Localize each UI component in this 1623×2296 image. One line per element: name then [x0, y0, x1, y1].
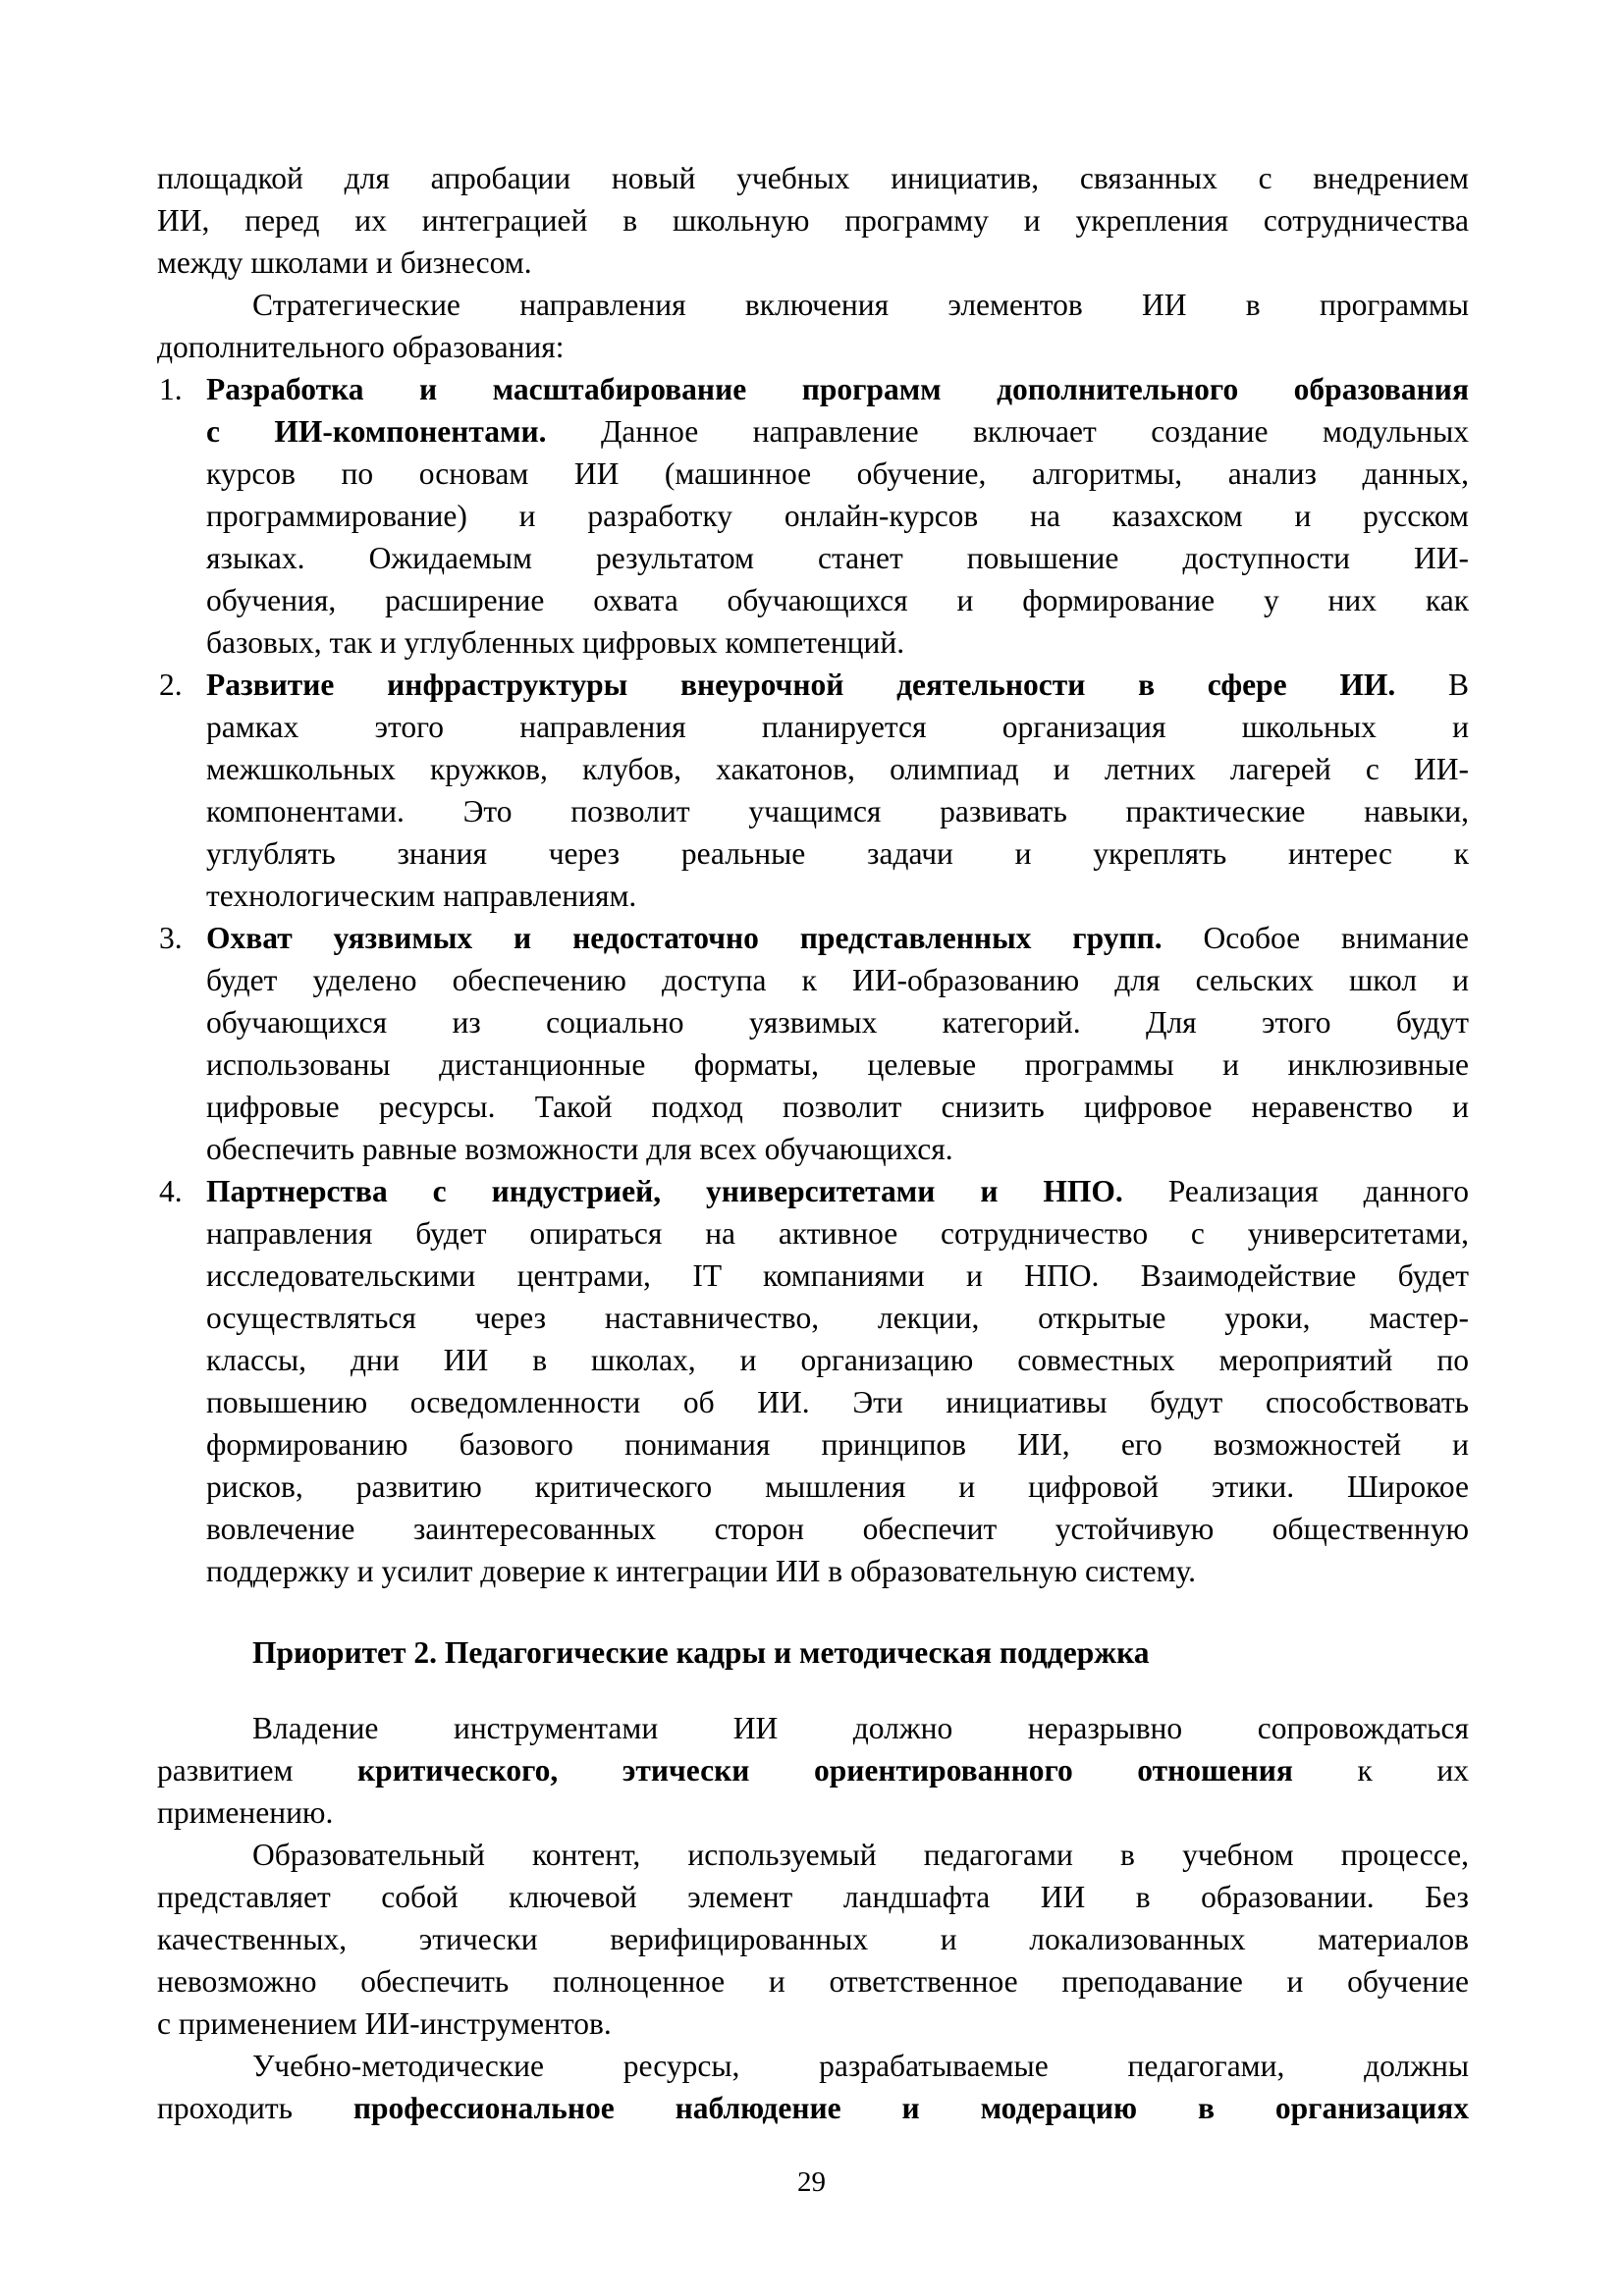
text-run: языках. Ожидаемым результатом станет повышение доступности ИИ-: [206, 541, 1469, 575]
text-line: [157, 453, 1469, 495]
paragraph: [157, 157, 1469, 284]
text-run: межшкольных кружков, клубов, хакатонов, олимпиад и летних лагерей с ИИ-: [206, 752, 1469, 786]
bold-text: профессиональное наблюдение и модерацию в организациях: [352, 2091, 1469, 2125]
text-run: Реализация данного: [1122, 1174, 1469, 1208]
text-line: [157, 1043, 1469, 1086]
text-line: [157, 157, 1469, 199]
text-line: [157, 1834, 1469, 1876]
paragraph: [157, 284, 1469, 368]
text-line: [157, 2045, 1469, 2087]
bold-text: с ИИ-компонентами.: [206, 414, 547, 449]
page-number: 29: [797, 2166, 826, 2198]
text-line: [157, 621, 1469, 664]
bold-text: Партнерства с индустрией, университетами и НПО.: [206, 1174, 1123, 1208]
text-run: с применением ИИ-инструментов.: [157, 2006, 612, 2041]
text-run: Образовательный контент, используемый педагогами в учебном процессе,: [252, 1838, 1469, 1872]
text-line: [157, 1749, 1469, 1791]
text-run: Стратегические направления включения элементов ИИ в программы: [252, 288, 1469, 322]
text-run: направления будет опираться на активное сотрудничество с университетами,: [206, 1216, 1469, 1251]
text-line: [157, 1170, 1469, 1212]
text-run: повышению осведомленности об ИИ. Эти инициативы будут способствовать: [206, 1385, 1469, 1419]
text-run: ИИ, перед их интеграцией в школьную программу и укрепления сотрудничества: [157, 203, 1469, 238]
text-run: программирование) и разработку онлайн-курсов на казахском и русском: [206, 499, 1469, 533]
text-line: [157, 1086, 1469, 1128]
text-run: цифровые ресурсы. Такой подход позволит снизить цифровое неравенство и: [206, 1090, 1469, 1124]
text-run: В: [1395, 667, 1470, 702]
text-line: [157, 917, 1469, 959]
text-run: исследовательскими центрами, IT компаниями и НПО. Взаимодействие будет: [206, 1258, 1469, 1293]
paragraph: [157, 1707, 1469, 1834]
text-line: [157, 1876, 1469, 1918]
text-line: [157, 1212, 1469, 1255]
text-line: [157, 199, 1469, 241]
text-run: классы, дни ИИ в школах, и организацию совместных мероприятий по: [206, 1343, 1469, 1377]
text-run: рисков, развитию критического мышления и цифровой этики. Широкое: [206, 1469, 1469, 1504]
text-line: [157, 537, 1469, 579]
text-run: углублять знания через реальные задачи и укреплять интерес к: [206, 836, 1469, 871]
list-number: 3.: [159, 921, 183, 955]
text-run: Особое внимание: [1162, 921, 1469, 955]
text-line: [157, 959, 1469, 1001]
list-item: [157, 1170, 1469, 1592]
text-line: [157, 1960, 1469, 2002]
text-run: дополнительного образования:: [157, 330, 565, 364]
text-run: будет уделено обеспечению доступа к ИИ-образованию для сельских школ и: [206, 963, 1469, 997]
bold-text: Охват уязвимых и недостаточно представленных групп.: [206, 921, 1163, 955]
text-run: компонентами. Это позволит учащимся развивать практические навыки,: [206, 794, 1469, 828]
text-line: [157, 326, 1469, 368]
text-line: [157, 2087, 1469, 2129]
text-run: использованы дистанционные форматы, целевые программы и инклюзивные: [206, 1047, 1469, 1082]
section-heading: Приоритет 2. Педагогические кадры и методическая поддержка: [252, 1635, 1150, 1670]
text-run: применению.: [157, 1795, 334, 1830]
document-body: [157, 157, 1469, 2129]
text-line: [157, 1550, 1469, 1592]
text-line: [157, 706, 1469, 748]
spacer: [157, 1592, 1469, 1631]
list-number: 2.: [159, 667, 183, 702]
spacer: [157, 1674, 1469, 1707]
text-line: [157, 1339, 1469, 1381]
text-line: [157, 410, 1469, 453]
text-line: [157, 284, 1469, 326]
text-line: [157, 1255, 1469, 1297]
text-line: [157, 1508, 1469, 1550]
list-item: [157, 917, 1469, 1170]
text-run: между школами и бизнесом.: [157, 245, 532, 280]
text-line: [157, 748, 1469, 790]
text-run: осуществляться через наставничество, лекции, открытые уроки, мастер-: [206, 1301, 1469, 1335]
text-run: базовых, так и углубленных цифровых компетенций.: [206, 625, 905, 660]
text-run: обучающихся из социально уязвимых категорий. Для этого будут: [206, 1005, 1469, 1040]
text-run: Данное направление включает создание модульных: [546, 414, 1469, 449]
text-run: обучения, расширение охвата обучающихся и формирование у них как: [206, 583, 1469, 617]
paragraph: [157, 2045, 1469, 2129]
text-line: [157, 875, 1469, 917]
list-item: [157, 368, 1469, 664]
text-line: [157, 579, 1469, 621]
text-line: [157, 1466, 1469, 1508]
list-item: [157, 664, 1469, 917]
text-line: [157, 1423, 1469, 1466]
text-line: [157, 1128, 1469, 1170]
text-run: представляет собой ключевой элемент ландшафта ИИ в образовании. Без: [157, 1880, 1469, 1914]
text-run: развитием: [157, 1753, 358, 1788]
text-run: вовлечение заинтересованных сторон обеспечит устойчивую общественную: [206, 1512, 1469, 1546]
bold-text: Развитие инфраструктуры внеурочной деятельности в сфере ИИ.: [206, 667, 1396, 702]
text-line: [157, 832, 1469, 875]
text-line: [157, 241, 1469, 284]
text-line: [157, 495, 1469, 537]
bold-text: критического, этически ориентированного отношения: [357, 1753, 1293, 1788]
text-run: Владение инструментами ИИ должно неразрывно сопровождаться: [252, 1711, 1469, 1745]
text-line: [157, 1001, 1469, 1043]
text-run: обеспечить равные возможности для всех обучающихся.: [206, 1132, 953, 1166]
text-run: формированию базового понимания принципов ИИ, его возможностей и: [206, 1427, 1469, 1462]
text-line: [157, 368, 1469, 410]
text-line: [157, 790, 1469, 832]
text-line: [157, 664, 1469, 706]
text-run: курсов по основам ИИ (машинное обучение, алгоритмы, анализ данных,: [206, 456, 1469, 491]
text-line: [157, 1918, 1469, 1960]
text-line: [157, 1791, 1469, 1834]
text-line: [157, 2002, 1469, 2045]
list-number: 4.: [159, 1174, 183, 1208]
text-run: проходить: [157, 2091, 353, 2125]
text-line: [157, 1707, 1469, 1749]
list-number: 1.: [159, 372, 183, 406]
text-run: рамках этого направления планируется организация школьных и: [206, 710, 1469, 744]
text-run: поддержку и усилит доверие к интеграции ИИ в образовательную систему.: [206, 1554, 1196, 1588]
paragraph: [157, 1834, 1469, 2045]
text-line: [157, 1297, 1469, 1339]
text-run: технологическим направлениям.: [206, 879, 637, 913]
text-run: Учебно-методические ресурсы, разрабатываемые педагогами, должны: [252, 2049, 1469, 2083]
text-run: площадкой для апробации новый учебных инициатив, связанных с внедрением: [157, 161, 1469, 195]
text-line: [157, 1381, 1469, 1423]
text-run: к их: [1292, 1753, 1469, 1788]
bold-text: Разработка и масштабирование программ дополнительного образования: [206, 372, 1469, 406]
text-run: невозможно обеспечить полноценное и ответственное преподавание и обучение: [157, 1964, 1469, 1999]
text-run: качественных, этически верифицированных и локализованных материалов: [157, 1922, 1469, 1956]
